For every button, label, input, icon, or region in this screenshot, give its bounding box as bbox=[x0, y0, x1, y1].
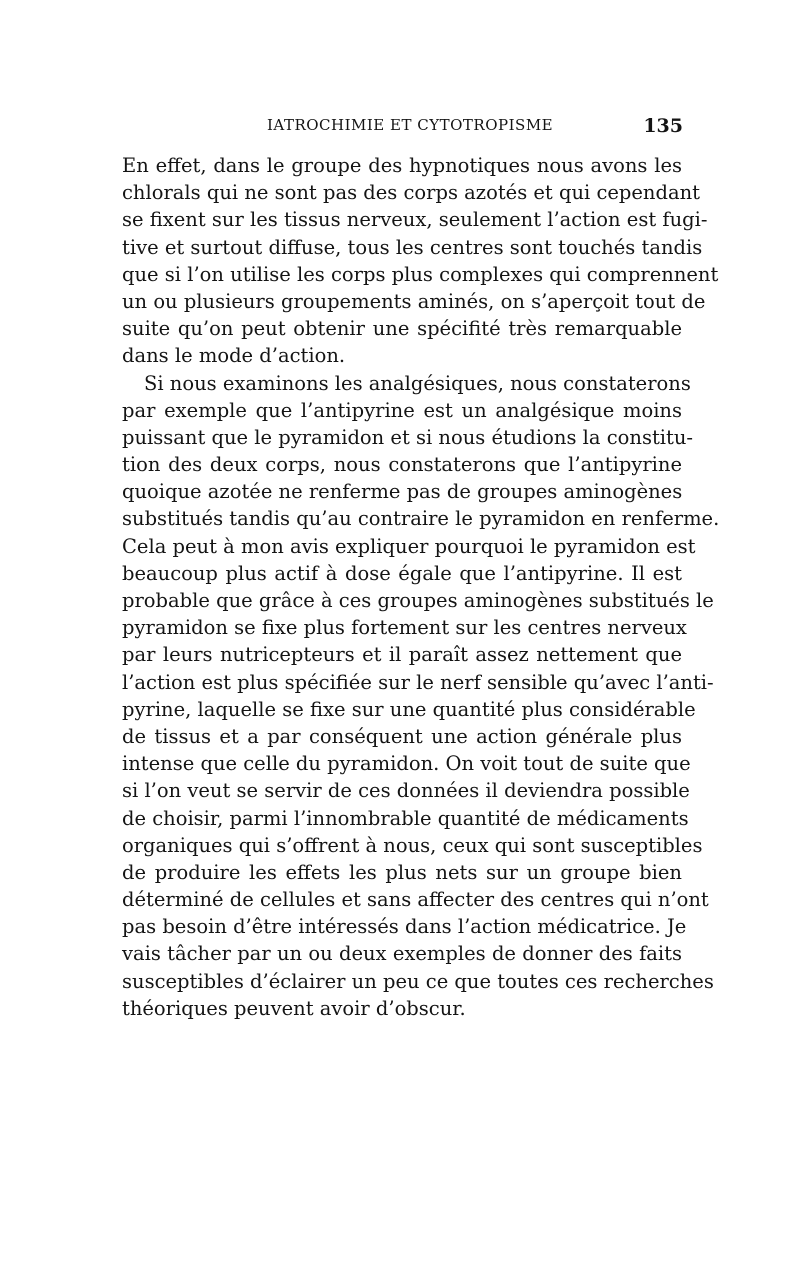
text-line: se fixent sur les tissus nerveux, seulement l’action est fugi- bbox=[122, 208, 708, 232]
text-line: Si nous examinons les analgésiques, nous constaterons bbox=[144, 371, 691, 395]
text-line: organiques qui s’offrent à nous, ceux qui sont susceptibles bbox=[122, 833, 703, 857]
body-text bbox=[122, 152, 720, 1022]
page-number: 135 bbox=[643, 115, 683, 137]
text-line: Cela peut à mon avis expliquer pourquoi le pyramidon est bbox=[122, 534, 696, 558]
text-line: quoique azotée ne renferme pas de groupes aminogènes bbox=[122, 480, 683, 504]
text-line: de produire les effets les plus nets sur un groupe bien bbox=[122, 860, 682, 884]
text-line: vais tâcher par un ou deux exemples de donner des faits bbox=[122, 942, 682, 966]
text-line: pas besoin d’être intéressés dans l’action médicatrice. Je bbox=[122, 915, 687, 939]
text-line: En effet, dans le groupe des hypnotiques nous avons les bbox=[122, 154, 682, 177]
running-head bbox=[122, 116, 685, 140]
text-line: probable que grâce à ces groupes aminogènes substitués le bbox=[122, 589, 714, 612]
text-line: que si l’on utilise les corps plus complexes qui comprennent bbox=[122, 262, 719, 286]
text-line: par leurs nutricepteurs et il paraît assez nettement que bbox=[122, 643, 682, 667]
text-line: de choisir, parmi l’innombrable quantité de médicaments bbox=[122, 806, 689, 830]
text-line: pyrine, laquelle se fixe sur une quantité plus considérable bbox=[122, 697, 696, 721]
text-line: théoriques peuvent avoir d’obscur. bbox=[122, 996, 466, 1020]
text-line: un ou plusieurs groupements aminés, on s’aperçoit tout de bbox=[122, 289, 706, 313]
text-line: tion des deux corps, nous constaterons que l’antipyrine bbox=[122, 453, 682, 477]
text-line: intense que celle du pyramidon. On voit tout de suite que bbox=[122, 752, 691, 776]
text-line: substitués tandis qu’au contraire le pyramidon en renferme. bbox=[122, 507, 720, 531]
text-line: chlorals qui ne sont pas des corps azotés et qui cependant bbox=[122, 181, 700, 205]
text-line: pyramidon se fixe plus fortement sur les centres nerveux bbox=[122, 616, 687, 640]
text-line: suite qu’on peut obtenir une spécifité très remarquable bbox=[122, 317, 682, 341]
text-line: de tissus et a par conséquent une action générale plus bbox=[122, 724, 682, 748]
text-line: tive et surtout diffuse, tous les centres sont touchés tandis bbox=[122, 235, 703, 259]
text-line: susceptibles d’éclairer un peu ce que toutes ces recherches bbox=[122, 969, 714, 993]
text-line: beaucoup plus actif à dose égale que l’antipyrine. Il est bbox=[122, 561, 682, 585]
text-line: par exemple que l’antipyrine est un analgésique moins bbox=[122, 398, 682, 422]
text-line: puissant que le pyramidon et si nous étudions la constitu- bbox=[122, 425, 694, 449]
paragraph bbox=[122, 370, 720, 1023]
running-title: IATROCHIMIE ET CYTOTROPISME bbox=[267, 116, 554, 134]
text-line: si l’on veut se servir de ces données il deviendra possible bbox=[122, 779, 690, 803]
text-line: l’action est plus spécifiée sur le nerf sensible qu’avec l’anti- bbox=[122, 670, 714, 694]
text-line: déterminé de cellules et sans affecter des centres qui n’ont bbox=[122, 888, 709, 912]
text-line: dans le mode d’action. bbox=[122, 344, 346, 368]
paragraph bbox=[122, 152, 719, 370]
